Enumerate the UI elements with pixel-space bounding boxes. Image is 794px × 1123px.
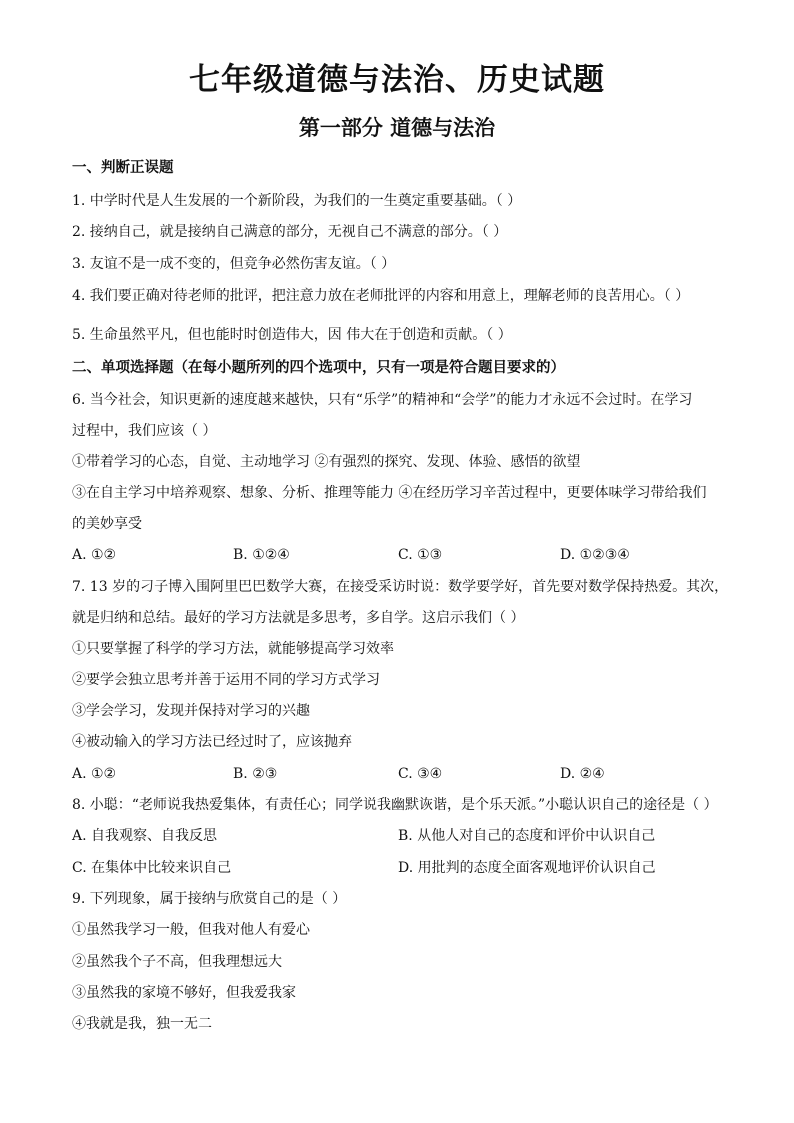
question-6-option-d: D. ①②③④ <box>560 547 630 563</box>
question-9-statement: ③虽然我的家境不够好，但我爱我家 <box>72 985 296 1001</box>
question-6-stem: 6. 当今社会，知识更新的速度越来越快，只有“乐学”的精神和“会学”的能力才永远不会过时。在学习 <box>72 392 693 408</box>
question-3: 3. 友谊不是一成不变的，但竞争必然伤害友谊。（ ） <box>72 256 396 272</box>
question-2: 2. 接纳自己，就是接纳自己满意的部分，无视自己不满意的部分。（ ） <box>72 224 508 240</box>
question-7-stem: 就是归纳和总结。最好的学习方法就是多思考，多自学。这启示我们（ ） <box>72 610 525 626</box>
question-8-option-b: B. 从他人对自己的态度和评价中认识自己 <box>398 828 656 844</box>
question-6-option-a: A. ①② <box>72 547 117 563</box>
question-9-statement: ④我就是我，独一无二 <box>72 1016 212 1032</box>
question-7-option-c: C. ③④ <box>398 766 443 782</box>
question-6-stem: 过程中，我们应该（ ） <box>72 423 217 439</box>
question-4: 4. 我们要正确对待老师的批评，把注意力放在老师批评的内容和用意上，理解老师的良苦用心。（ ） <box>72 288 690 304</box>
question-8-option-a: A. 自我观察、自我反思 <box>72 828 218 844</box>
question-7-option-b: B. ②③ <box>233 766 278 782</box>
question-6-statement: ①带着学习的心态，自觉、主动地学习 ②有强烈的探究、发现、体验、感悟的欲望 <box>72 454 581 470</box>
question-9-statement: ②虽然我个子不高，但我理想远大 <box>72 954 282 970</box>
section1-heading: 一、判断正误题 <box>72 160 174 176</box>
question-7-stem: 7. 13 岁的刁子博入围阿里巴巴数学大赛，在接受采访时说：数学要学好，首先要对数学保持热爱。其次， <box>72 579 729 595</box>
page-title: 七年级道德与法治、历史试题 <box>189 62 605 98</box>
question-7-statement: ②要学会独立思考并善于运用不同的学习方式学习 <box>72 672 380 688</box>
question-6-option-b: B. ①②④ <box>233 547 290 563</box>
question-8-option-c: C. 在集体中比较来识自己 <box>72 860 232 876</box>
question-7-option-a: A. ①② <box>72 766 117 782</box>
question-1: 1. 中学时代是人生发展的一个新阶段，为我们的一生奠定重要基础。（ ） <box>72 193 522 209</box>
question-7-statement: ④被动输入的学习方法已经过时了，应该抛弃 <box>72 734 352 750</box>
question-6-statement: ③在自主学习中培养观察、想象、分析、推理等能力 ④在经历学习辛苦过程中，更要体味学习带给我们 <box>72 485 707 501</box>
question-6-option-c: C. ①③ <box>398 547 443 563</box>
question-9-stem: 9. 下列现象，属于接纳与欣赏自己的是（ ） <box>72 891 347 907</box>
question-5: 5. 生命虽然平凡，但也能时时创造伟大，因 伟大在于创造和贡献。（ ） <box>72 327 512 343</box>
question-8-stem: 8. 小聪：“老师说我热爱集体，有责任心；同学说我幽默诙谐，是个乐天派。”小聪认识自己的途径是（ ） <box>72 797 718 813</box>
question-7-statement: ③学会学习，发现并保持对学习的兴趣 <box>72 703 310 719</box>
section2-heading: 二、单项选择题（在每小题所列的四个选项中，只有一项是符合题目要求的） <box>72 360 565 376</box>
page-subtitle: 第一部分 道德与法治 <box>298 115 496 140</box>
question-8-option-d: D. 用批判的态度全面客观地评价认识自己 <box>398 860 656 876</box>
question-6-statement: 的美妙享受 <box>72 516 142 532</box>
question-7-statement: ①只要掌握了科学的学习方法，就能够提高学习效率 <box>72 641 394 657</box>
question-7-option-d: D. ②④ <box>560 766 605 782</box>
question-9-statement: ①虽然我学习一般，但我对他人有爱心 <box>72 922 310 938</box>
